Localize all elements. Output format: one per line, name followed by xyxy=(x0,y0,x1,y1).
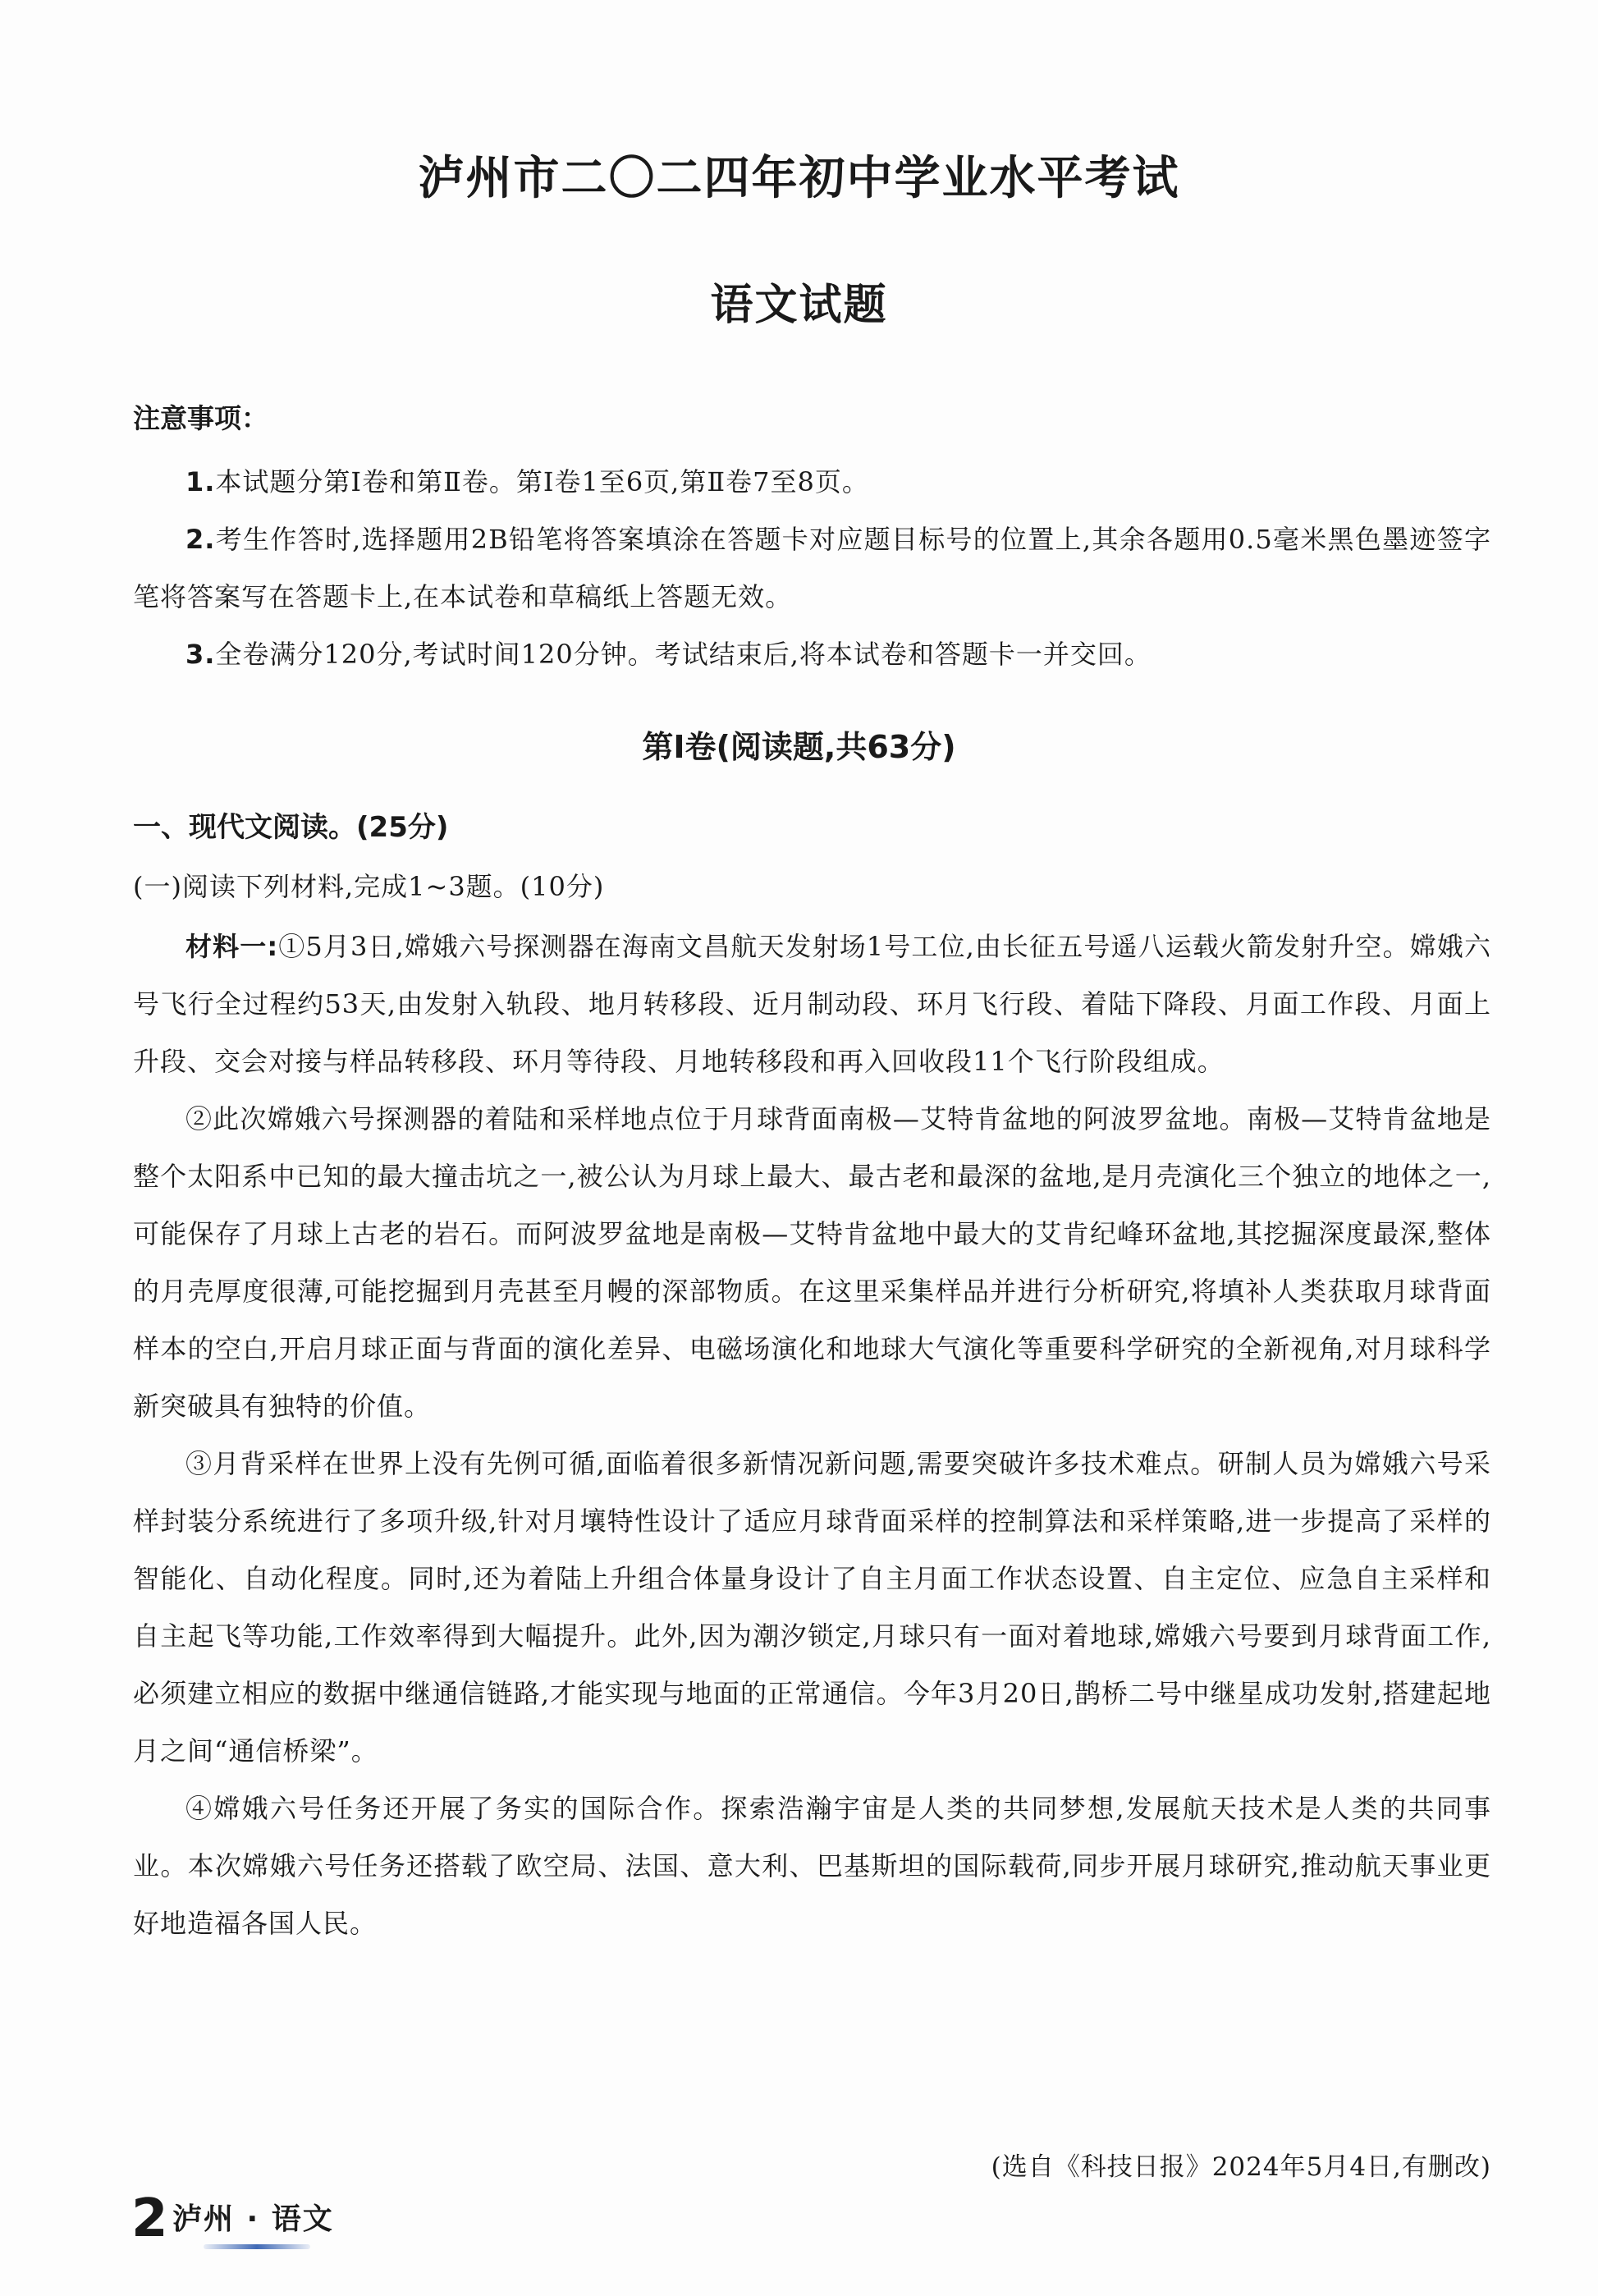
material-paragraph: ③月背采样在世界上没有先例可循,面临着很多新情况新问题,需要突破许多技术难点。研制人员为嫦娥六号采样封装分系统进行了多项升级,针对月壤特性设计了适应月球背面采样的控制算法和采样策略,进一步提高了采样的智能化、自动化程度。同时,还为着陆上升组合体量身设计了自主月面工作状态设置、自主定位、应急自主采样和自主起飞等功能,工作效率得到大幅提升。此外,因为潮汐锁定,月球只有一面对着地球,嫦娥六号要到月球背面工作,必须建立相应的数据中继通信链路,才能实现与地面的正常通信。今年3月20日,鹊桥二号中继星成功发射,搭建起地月之间“通信桥梁”。 xyxy=(133,1448,1491,1767)
section-heading: 第Ⅰ卷(阅读题,共63分) xyxy=(642,729,956,765)
notice-item xyxy=(133,626,1491,683)
part-heading: 一、现代文阅读。(25分) xyxy=(133,811,449,844)
footer-label: 泸州 · 语文 xyxy=(172,2202,334,2236)
notice-list xyxy=(133,453,1491,683)
material-paragraph xyxy=(133,918,1491,1090)
notice-heading: 注意事项： xyxy=(133,402,268,434)
notice-item-text: 考生作答时,选择题用2B铅笔将答案填涂在答题卡对应题目标号的位置上,其余各题用0.5毫米黑色墨迹签字笔将答案写在答题卡上,在本试卷和草稿纸上答题无效。 xyxy=(133,524,1491,612)
notice-item-number: 1. xyxy=(185,466,216,497)
notice-item-text: 全卷满分120分,考试时间120分钟。考试结束后,将本试卷和答题卡一并交回。 xyxy=(215,639,1152,670)
notice-item xyxy=(133,453,1491,511)
paragraph-text: ①5月3日,嫦娥六号探测器在海南文昌航天发射场1号工位,由长征五号遥八运载火箭发射升空。嫦娥六号飞行全过程约53天,由发射入轨段、地月转移段、近月制动段、环月飞行段、着陆下降段、月面工作段、月面上升段、交会对接与样品转移段、环月等待段、月地转移段和再入回收段11个飞行阶段组成。 xyxy=(133,931,1491,1077)
material-body xyxy=(133,918,1491,1952)
sub-heading: (一)阅读下列材料,完成1~3题。(10分) xyxy=(133,871,605,902)
notice-item-number: 3. xyxy=(185,639,216,670)
exam-subtitle: 语文试题 xyxy=(710,281,888,330)
notice-item xyxy=(133,511,1491,626)
material-paragraph: ②此次嫦娥六号探测器的着陆和采样地点位于月球背面南极—艾特肯盆地的阿波罗盆地。南极—艾特肯盆地是整个太阳系中已知的最大撞击坑之一,被公认为月球上最大、最古老和最深的盆地,是月壳演化三个独立的地体之一,可能保存了月球上古老的岩石。而阿波罗盆地是南极—艾特肯盆地中最大的艾肯纪峰环盆地,其挖掘深度最深,整体的月壳厚度很薄,可能挖掘到月壳甚至月幔的深部物质。在这里采集样品并进行分析研究,将填补人类获取月球背面样本的空白,开启月球正面与背面的演化差异、电磁场演化和地球大气演化等重要科学研究的全新视角,对月球科学新突破具有独特的价值。 xyxy=(133,1103,1491,1422)
material-paragraph: ④嫦娥六号任务还开展了务实的国际合作。探索浩瀚宇宙是人类的共同梦想,发展航天技术是人类的共同事业。本次嫦娥六号任务还搭载了欧空局、法国、意大利、巴基斯坦的国际载荷,同步开展月球研究,推动航天事业更好地造福各国人民。 xyxy=(133,1793,1491,1939)
footer-accent-bar xyxy=(204,2244,310,2249)
notice-item-number: 2. xyxy=(185,524,216,555)
material-label: 材料一: xyxy=(185,931,279,962)
notice-item-text: 本试题分第Ⅰ卷和第Ⅱ卷。第Ⅰ卷1至6页,第Ⅱ卷7至8页。 xyxy=(215,466,869,497)
page-number: 2 xyxy=(131,2188,168,2249)
exam-title: 泸州市二〇二四年初中学业水平考试 xyxy=(418,151,1180,205)
source-citation: (选自《科技日报》2024年5月4日,有删改) xyxy=(991,2152,1491,2182)
